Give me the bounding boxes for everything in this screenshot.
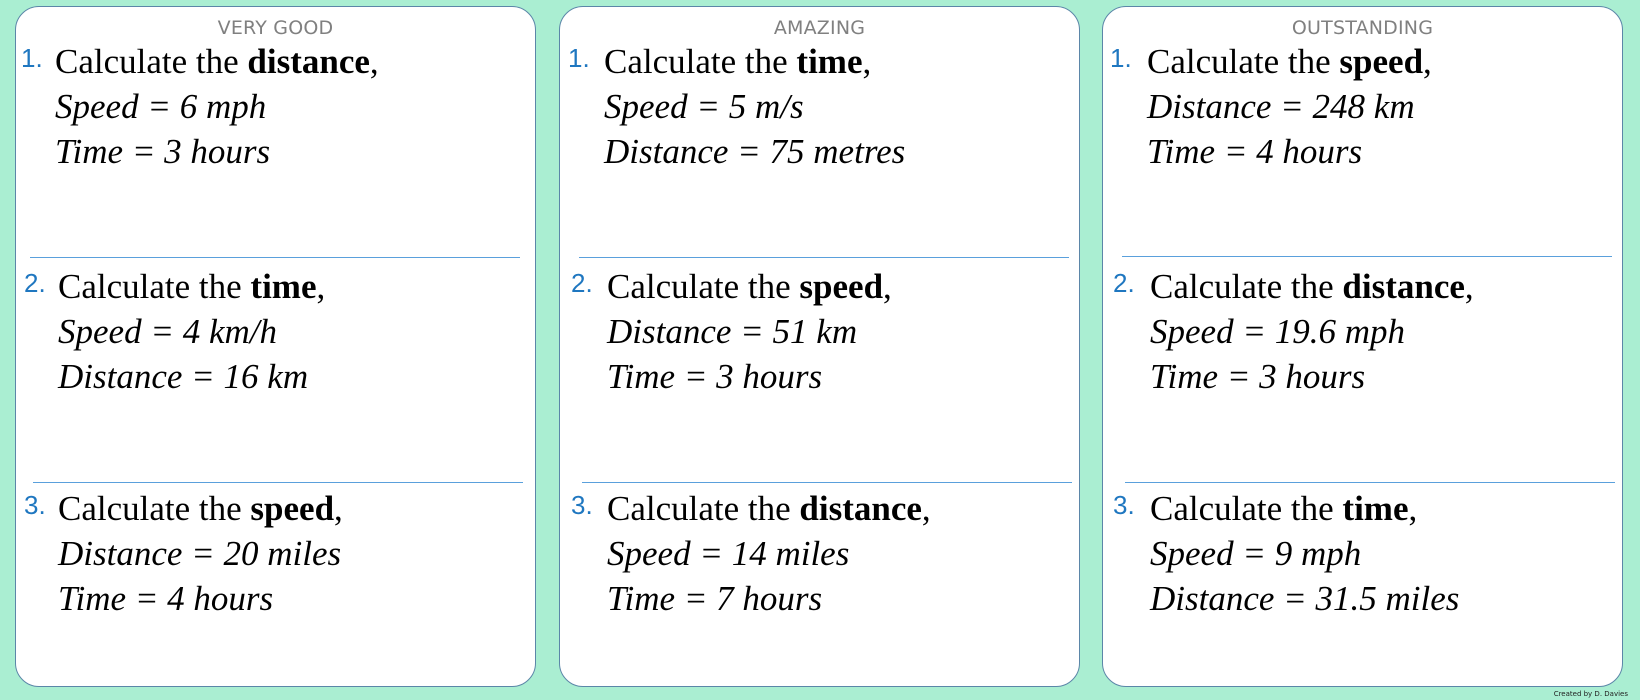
prompt-suffix: ,: [883, 267, 892, 306]
prompt-target: distance: [799, 489, 922, 528]
given-value-1: Speed = 19.6 mph: [1150, 312, 1405, 351]
divider: [582, 482, 1072, 483]
prompt-suffix: ,: [862, 42, 872, 81]
question-number: 2.: [571, 268, 593, 298]
prompt-target: speed: [799, 267, 884, 306]
given-value-2: Time = 4 hours: [1147, 132, 1363, 171]
given-value-2: Time = 3 hours: [607, 357, 823, 396]
prompt-prefix: Calculate the: [607, 267, 800, 306]
given-value-2: Time = 4 hours: [58, 579, 274, 618]
prompt-target: time: [1342, 489, 1409, 528]
prompt-prefix: Calculate the: [607, 489, 800, 528]
question-prompt: [1150, 486, 1459, 531]
prompt-suffix: ,: [1423, 42, 1432, 81]
question-body: [607, 486, 931, 621]
question-body: [1150, 264, 1474, 399]
prompt-suffix: ,: [1464, 267, 1474, 306]
prompt-prefix: Calculate the: [55, 42, 248, 81]
given-value-2: Distance = 75 metres: [604, 132, 906, 171]
question-body: [55, 39, 379, 174]
prompt-target: distance: [247, 42, 370, 81]
question-body: [604, 39, 905, 174]
prompt-target: speed: [250, 489, 335, 528]
prompt-prefix: Calculate the: [58, 267, 251, 306]
prompt-suffix: ,: [334, 489, 343, 528]
given-value-1: Speed = 14 miles: [607, 534, 850, 573]
given-value-2: Time = 3 hours: [1150, 357, 1366, 396]
card-outstanding: [1102, 6, 1623, 687]
card-amazing: [559, 6, 1080, 687]
question-body: [58, 264, 325, 399]
given-value-1: Distance = 248 km: [1147, 87, 1415, 126]
question-body: [1150, 486, 1459, 621]
question-number: 1.: [1110, 43, 1132, 73]
prompt-target: speed: [1339, 42, 1424, 81]
prompt-target: time: [796, 42, 863, 81]
given-value-1: Speed = 5 m/s: [604, 87, 804, 126]
prompt-prefix: Calculate the: [1150, 489, 1343, 528]
question-prompt: [55, 39, 379, 84]
given-value-2: Distance = 31.5 miles: [1150, 579, 1460, 618]
divider: [1122, 256, 1612, 257]
given-value-2: Distance = 16 km: [58, 357, 309, 396]
card-very-good: [15, 6, 536, 687]
prompt-prefix: Calculate the: [604, 42, 797, 81]
card-title: OUTSTANDING: [1291, 17, 1434, 39]
question-body: [607, 264, 892, 399]
question-number: 1.: [21, 43, 43, 73]
question-prompt: [607, 486, 931, 531]
given-value-2: Time = 3 hours: [55, 132, 271, 171]
given-value-1: Distance = 20 miles: [58, 534, 342, 573]
question-number: 2.: [1113, 268, 1135, 298]
question-body: [58, 486, 343, 621]
question-number: 2.: [24, 268, 46, 298]
question-prompt: [58, 264, 325, 309]
prompt-suffix: ,: [1408, 489, 1418, 528]
question-prompt: [604, 39, 905, 84]
given-value-1: Speed = 4 km/h: [58, 312, 277, 351]
question-number: 1.: [568, 43, 590, 73]
given-value-1: Distance = 51 km: [607, 312, 858, 351]
credit-text: Created by D. Davies: [1553, 690, 1628, 698]
question-number: 3.: [571, 490, 593, 520]
prompt-suffix: ,: [369, 42, 379, 81]
question-prompt: [1150, 264, 1474, 309]
question-number: 3.: [24, 490, 46, 520]
prompt-target: distance: [1342, 267, 1465, 306]
given-value-2: Time = 7 hours: [607, 579, 823, 618]
question-number: 3.: [1113, 490, 1135, 520]
question-prompt: [58, 486, 343, 531]
divider: [1125, 482, 1615, 483]
given-value-1: Speed = 6 mph: [55, 87, 267, 126]
question-body: [1147, 39, 1432, 174]
divider: [579, 257, 1069, 258]
prompt-prefix: Calculate the: [1147, 42, 1340, 81]
prompt-target: time: [250, 267, 317, 306]
prompt-prefix: Calculate the: [58, 489, 251, 528]
prompt-prefix: Calculate the: [1150, 267, 1343, 306]
question-prompt: [1147, 39, 1432, 84]
given-value-1: Speed = 9 mph: [1150, 534, 1362, 573]
prompt-suffix: ,: [316, 267, 326, 306]
prompt-suffix: ,: [921, 489, 931, 528]
card-title: VERY GOOD: [217, 17, 334, 39]
divider: [30, 257, 520, 258]
divider: [33, 482, 523, 483]
card-title: AMAZING: [773, 17, 866, 39]
question-prompt: [607, 264, 892, 309]
